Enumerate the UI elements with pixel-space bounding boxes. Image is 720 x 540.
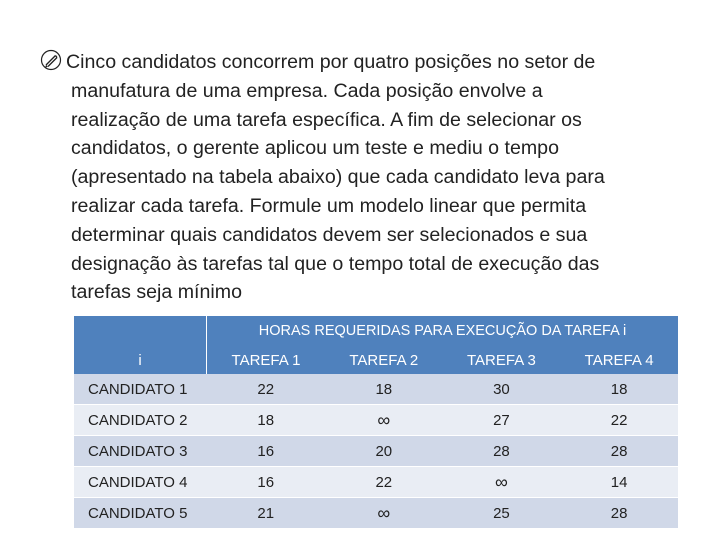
table-row: [74, 405, 678, 436]
table-cell: 28: [560, 498, 678, 529]
paragraph-line: realização de uma tarefa específica. A fim de selecionar os: [71, 108, 582, 131]
col-header-tarefa-4: TAREFA 4: [560, 346, 678, 374]
paragraph-line: determinar quais candidatos devem ser selecionados e sua: [71, 223, 588, 246]
column-header-row: [74, 346, 678, 374]
pencil-bullet-icon: [40, 49, 62, 71]
table-cell: 14: [560, 467, 678, 498]
group-header-row: [74, 316, 678, 346]
table-cell: 20: [325, 436, 443, 467]
candidate-name: CANDIDATO 1: [74, 374, 207, 405]
table-cell: 28: [443, 436, 561, 467]
table-cell: 28: [560, 436, 678, 467]
problem-statement: [40, 48, 690, 307]
table-cell: ∞: [443, 467, 561, 498]
table-cell: 22: [325, 467, 443, 498]
table-row: [74, 436, 678, 467]
corner-cell: [74, 316, 207, 346]
candidate-name: CANDIDATO 4: [74, 467, 207, 498]
table-cell: 27: [443, 405, 561, 436]
table-cell: 18: [207, 405, 325, 436]
table-cell: 25: [443, 498, 561, 529]
table-cell: 16: [207, 467, 325, 498]
candidate-name: CANDIDATO 2: [74, 405, 207, 436]
hours-table: [74, 316, 678, 529]
table-row: [74, 467, 678, 498]
table-cell: 18: [560, 374, 678, 405]
col-header-tarefa-1: TAREFA 1: [207, 346, 325, 374]
paragraph-line: tarefas seja mínimo: [71, 281, 242, 304]
table-cell: ∞: [325, 498, 443, 529]
table-cell: ∞: [325, 405, 443, 436]
paragraph-line: candidatos, o gerente aplicou um teste e mediu o tempo: [71, 137, 559, 160]
col-header-tarefa-2: TAREFA 2: [325, 346, 443, 374]
candidate-name: CANDIDATO 3: [74, 436, 207, 467]
candidate-name: CANDIDATO 5: [74, 498, 207, 529]
paragraph-line: Cinco candidatos concorrem por quatro posições no setor de: [40, 48, 690, 77]
table-cell: 22: [207, 374, 325, 405]
paragraph-line: manufatura de uma empresa. Cada posição envolve a: [71, 79, 543, 102]
group-header: HORAS REQUERIDAS PARA EXECUÇÃO DA TAREFA i: [207, 316, 679, 346]
table-cell: 21: [207, 498, 325, 529]
table-cell: 30: [443, 374, 561, 405]
table-row: [74, 374, 678, 405]
table-cell: 22: [560, 405, 678, 436]
table-row: [74, 498, 678, 529]
paragraph-line: designação às tarefas tal que o tempo total de execução das: [71, 252, 600, 275]
col-header-tarefa-3: TAREFA 3: [443, 346, 561, 374]
paragraph-line: realizar cada tarefa. Formule um modelo linear que permita: [71, 194, 587, 217]
paragraph-line: (apresentado na tabela abaixo) que cada candidato leva para: [71, 166, 605, 189]
table-cell: 16: [207, 436, 325, 467]
table-cell: 18: [325, 374, 443, 405]
row-header-i: i: [74, 346, 207, 374]
